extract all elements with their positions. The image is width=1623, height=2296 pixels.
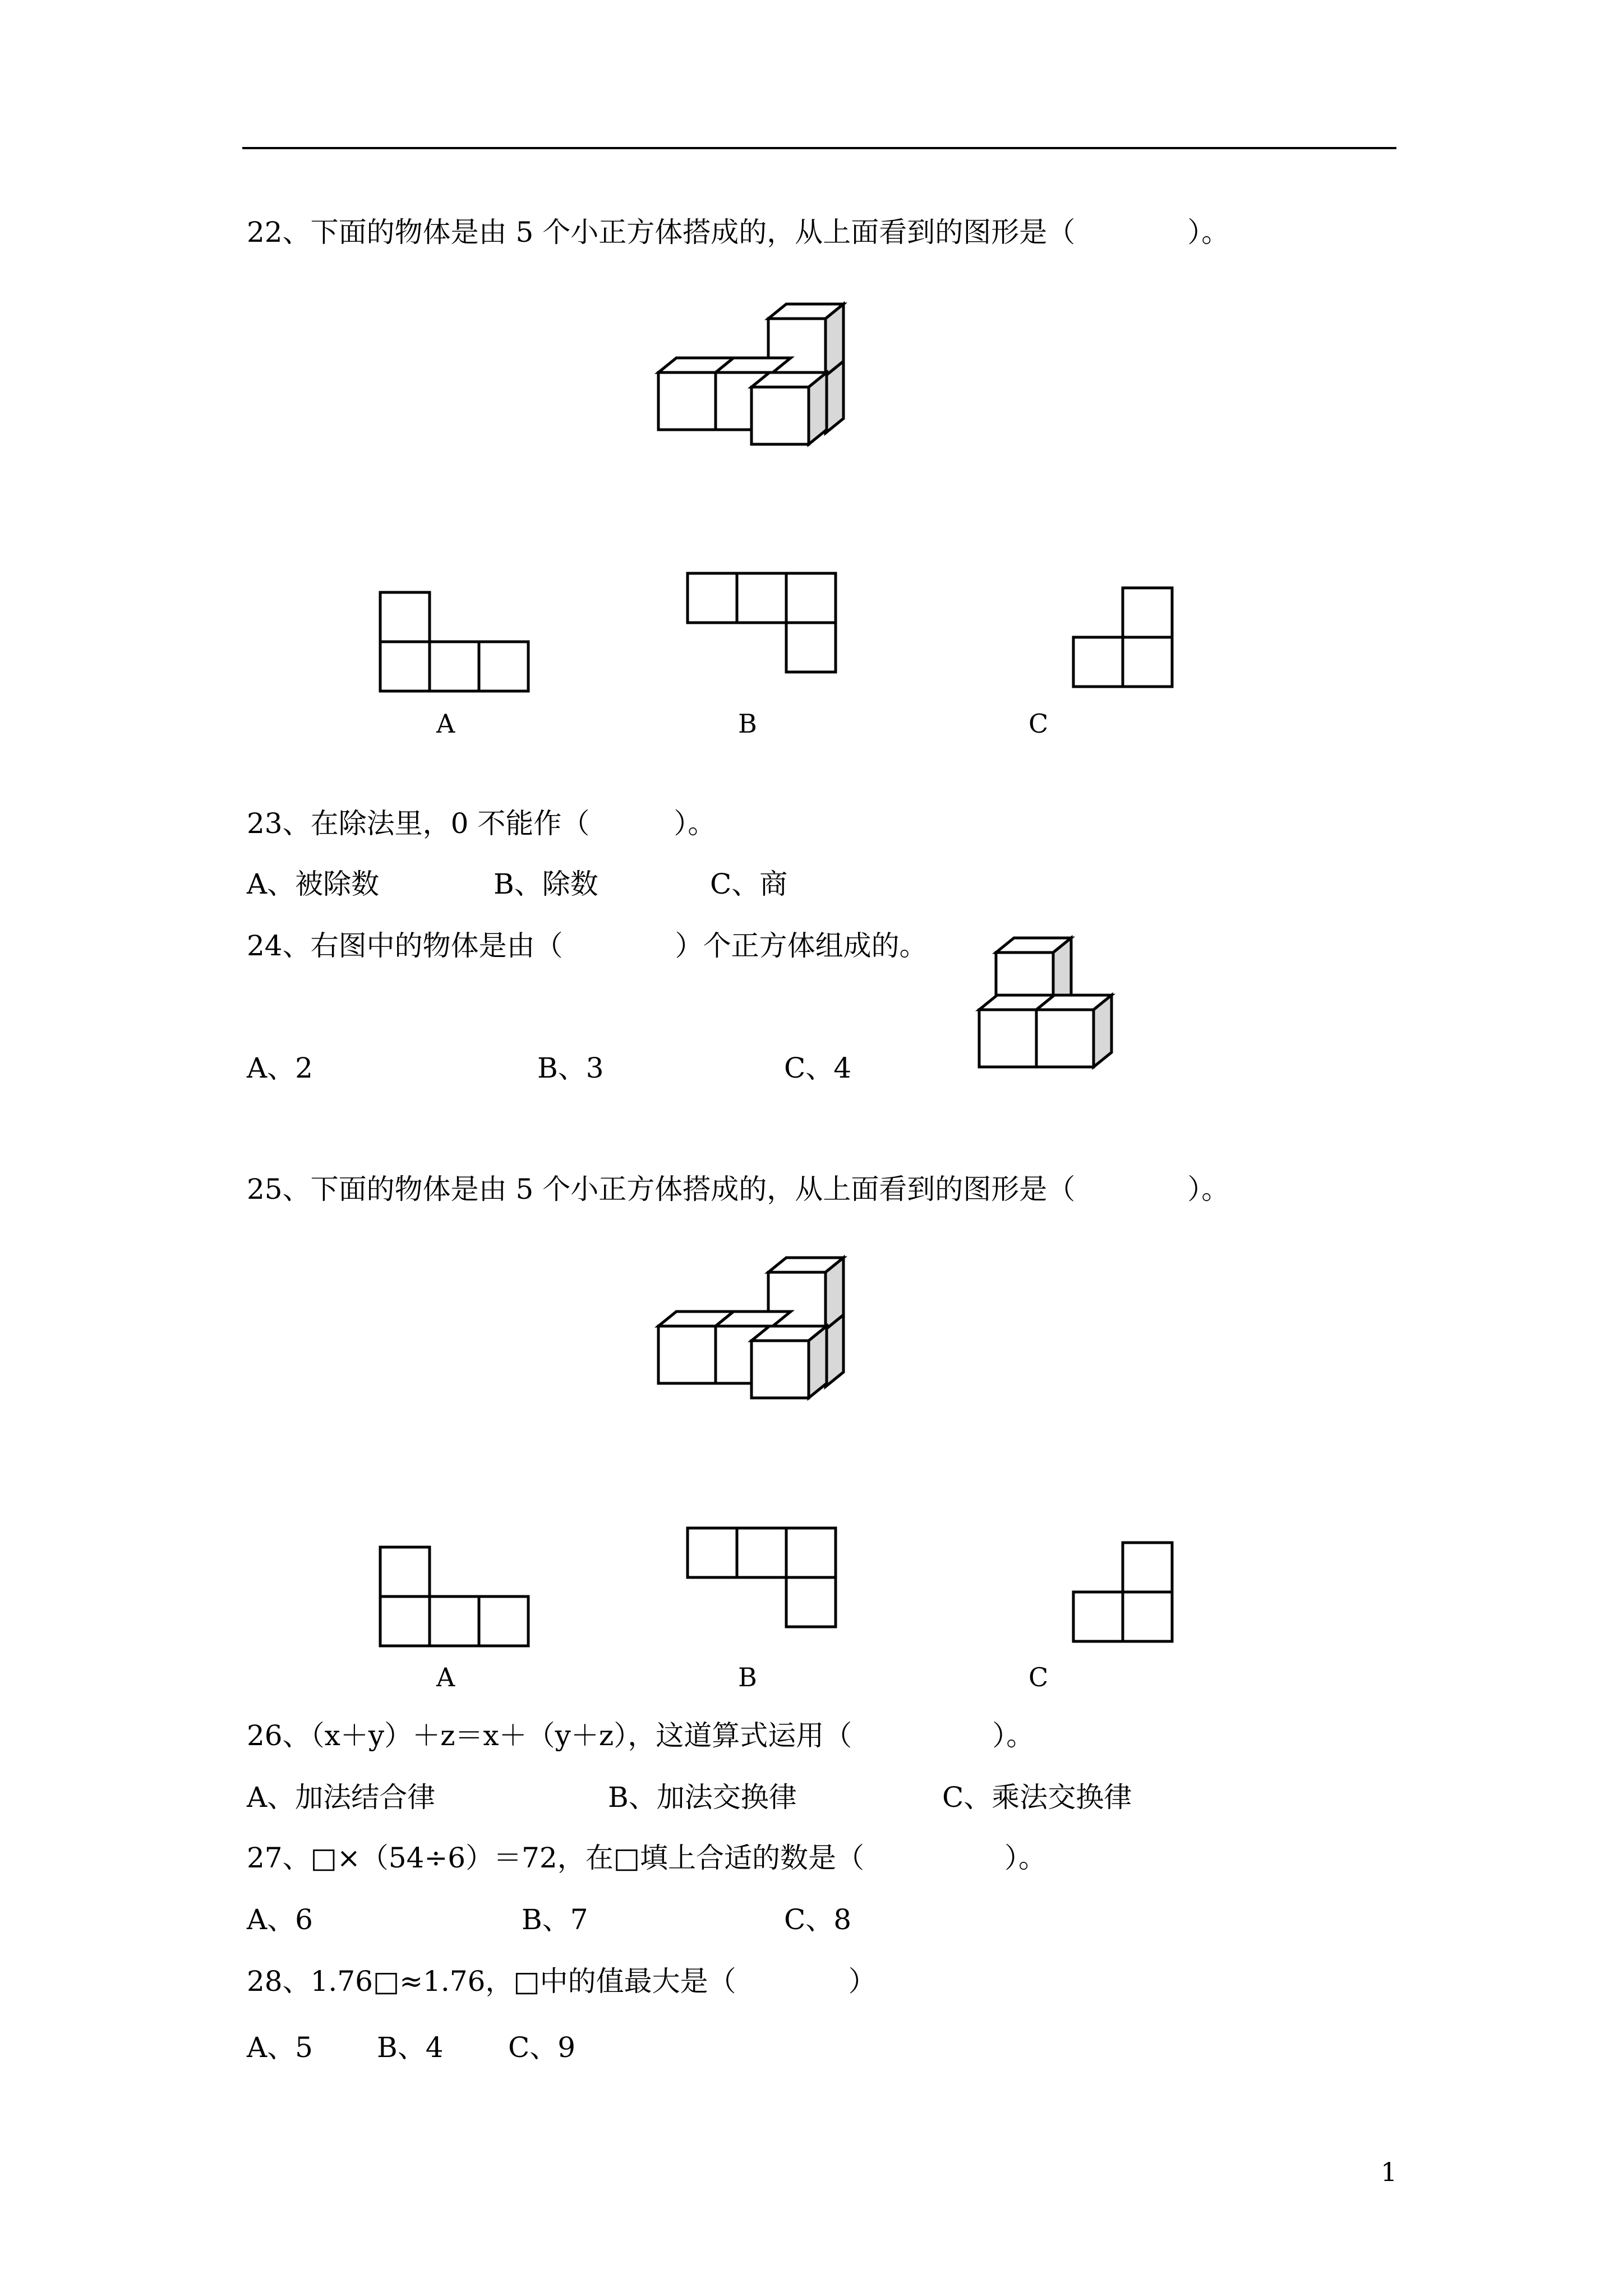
q23-option-c: C、商 xyxy=(710,868,788,900)
q25-option-a-label: A xyxy=(436,1662,455,1692)
q22-option-b-figure xyxy=(686,572,838,679)
q25-text: 25、下面的物体是由 5 个小正方体搭成的，从上面看到的图形是（ ）。 xyxy=(247,1173,1230,1205)
q28-text: 28、1.76□≈1.76，□中的值最大是（ ） xyxy=(247,1965,877,1998)
q25-option-c-label: C xyxy=(1029,1662,1049,1692)
q22-option-a-label: A xyxy=(436,708,455,739)
q24-cube-figure xyxy=(976,927,1122,1089)
q25-option-c-figure xyxy=(1072,1542,1179,1648)
q24-option-b: B、3 xyxy=(537,1052,604,1084)
q25-option-b-figure xyxy=(686,1527,838,1634)
q23-option-b: B、除数 xyxy=(494,868,598,900)
q22-option-b-label: B xyxy=(738,708,757,739)
q26-option-b: B、加法交换律 xyxy=(608,1781,797,1814)
q24-option-a: A、2 xyxy=(247,1052,313,1084)
header-rule xyxy=(242,147,1396,149)
q24-text: 24、右图中的物体是由（ ）个正方体组成的。 xyxy=(247,930,928,962)
q28-option-c: C、9 xyxy=(508,2031,576,2064)
q26-option-a: A、加法结合律 xyxy=(247,1781,436,1814)
q26-option-c: C、乘法交换律 xyxy=(942,1781,1132,1814)
page-number: 1 xyxy=(1381,2157,1398,2187)
q28-option-b: B、4 xyxy=(377,2031,444,2064)
q25-option-b-label: B xyxy=(738,1662,757,1692)
q23-option-a: A、被除数 xyxy=(247,868,380,900)
q26-text: 26、（x＋y）＋z＝x＋（y＋z），这道算式运用（ ）。 xyxy=(247,1719,1035,1752)
q27-option-a: A、6 xyxy=(247,1903,313,1936)
q27-option-c: C、8 xyxy=(784,1903,852,1936)
q22-text: 22、下面的物体是由 5 个小正方体搭成的，从上面看到的图形是（ ）。 xyxy=(247,216,1230,249)
q27-option-b: B、7 xyxy=(522,1903,588,1936)
q22-option-c-figure xyxy=(1072,587,1179,693)
q22-option-a-figure xyxy=(379,591,531,698)
q22-cube-figure xyxy=(645,292,858,460)
q28-option-a: A、5 xyxy=(247,2031,313,2064)
q22-option-c-label: C xyxy=(1029,708,1049,739)
q25-option-a-figure xyxy=(379,1546,531,1653)
q24-option-c: C、4 xyxy=(784,1052,852,1084)
q25-cube-figure xyxy=(645,1245,858,1414)
q23-text: 23、在除法里，0 不能作（ ）。 xyxy=(247,807,716,840)
q27-text: 27、□×（54÷6）＝72，在□填上合适的数是（ ）。 xyxy=(247,1842,1046,1874)
